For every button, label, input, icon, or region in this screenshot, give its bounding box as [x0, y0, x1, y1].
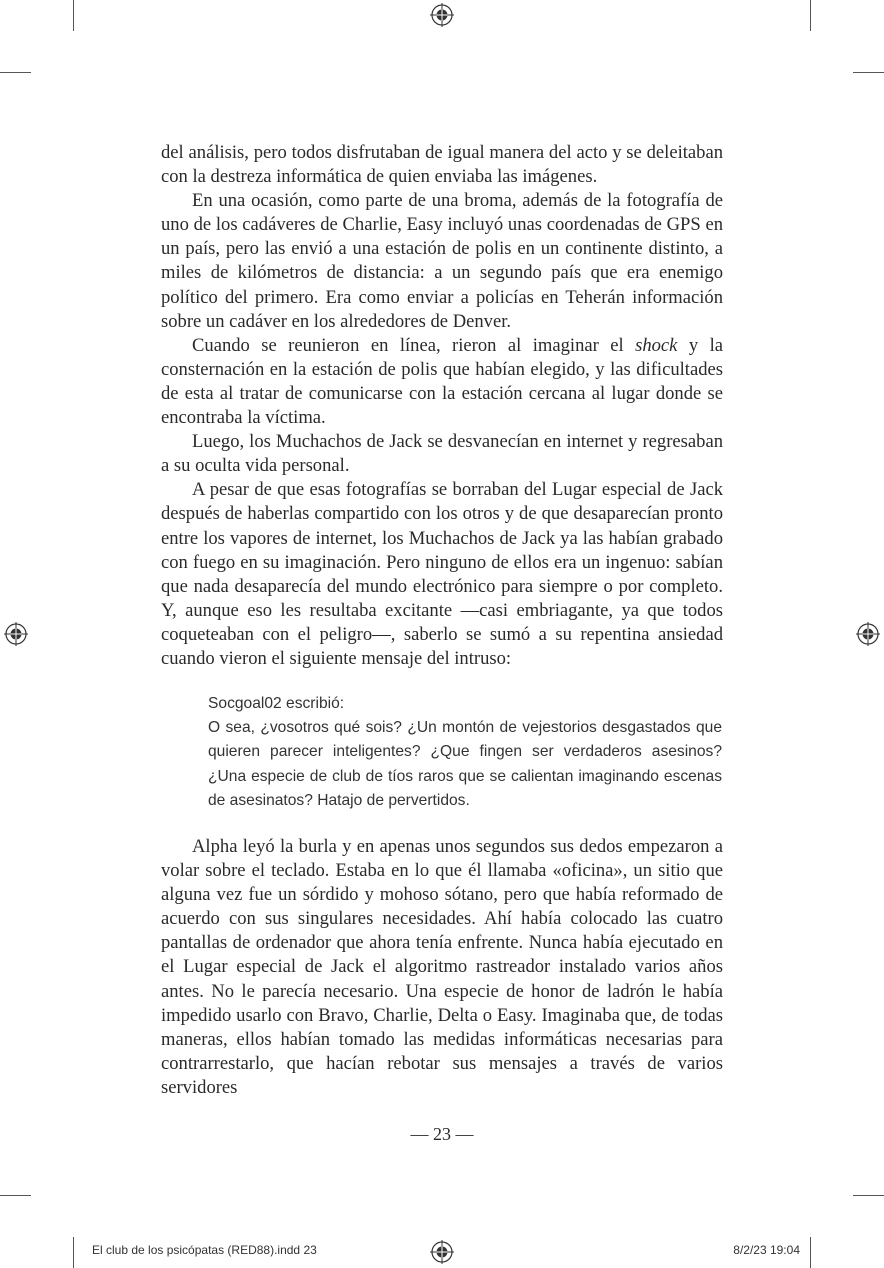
body-text	[161, 141, 723, 671]
paragraph: Cuando se reunieron en línea, rieron al imaginar el shock y la consternación en la estación de polis que habían elegido, y las dificultades de esta al tratar de comunicarse con la estación cercana al lugar donde se encontraba la víctima.	[161, 334, 724, 429]
quote-text: O sea, ¿vosotros qué sois? ¿Un montón de vejestorios desgastados que quieren parecer inteligentes? ¿Que fingen ser verdaderos asesinos? ¿Una especie de club de tíos raros que se calientan imaginando escenas de asesinatos? Hatajo de pervertidos.	[208, 719, 722, 809]
crop-mark-bottom-right-h	[853, 1195, 884, 1196]
acronym-gps: GPS	[666, 214, 701, 236]
quoted-message	[208, 692, 722, 813]
crop-mark-bottom-left-h	[0, 1195, 31, 1196]
registration-mark-right-icon	[856, 622, 880, 646]
emphasis-shock: shock	[635, 334, 678, 356]
crop-mark-bottom-right-v	[810, 1237, 811, 1268]
quote-header: Socgoal02 escribió:	[208, 695, 345, 712]
slug-date-time: 8/2/23 19:04	[733, 1243, 800, 1257]
registration-mark-bottom-icon	[430, 1240, 454, 1264]
registration-mark-left-icon	[4, 622, 28, 646]
paragraph: A pesar de que esas fotografías se borraban del Lugar especial de Jack después de haberlas compartido con los otros y de que desaparecían pronto entre los vapores de internet, los Muchachos de Jack ya las habían grabado con fuego en su imaginación. Pero ninguno de ellos era un ingenuo: sabían que nada desaparecía del mundo electrónico para siempre o por completo. Y, aunque eso les resultaba excitante —casi embriagante, ya que todos coqueteaban con el peligro—, saberlo se sumó a su repentina ansiedad cuando vieron el siguiente mensaje del intruso:	[161, 479, 723, 669]
paragraph: Luego, los Muchachos de Jack se desvanecían en internet y regresaban a su oculta vida personal.	[161, 431, 723, 477]
paragraph: del análisis, pero todos disfrutaban de igual manera del acto y se deleitaban con la destreza informática de quien enviaba las imágenes.	[161, 142, 723, 188]
crop-mark-top-right-h	[853, 72, 884, 73]
crop-mark-top-right-v	[810, 0, 811, 31]
body-text-continued	[161, 835, 723, 1100]
page-number: — 23 —	[410, 1124, 474, 1144]
crop-mark-top-left-h	[0, 72, 31, 73]
paragraph: En una ocasión, como parte de una broma, además de la fotografía de uno de los cadáveres de Charlie, Easy incluyó unas coordenadas de GPS en un país, pero las envió a una estación de polis en un continente distinto, a miles de kilómetros de distancia: a un segundo país que era enemigo político del primero. Era como enviar a policías en Teherán información sobre un cadáver en los alrededores de Denver.	[161, 190, 723, 332]
crop-mark-top-left-v	[73, 0, 74, 31]
crop-mark-bottom-left-v	[73, 1237, 74, 1268]
paragraph: Alpha leyó la burla y en apenas unos segundos sus dedos empezaron a volar sobre el teclado. Estaba en lo que él llamaba «oficina», un sitio que alguna vez fue un sórdido y mohoso sótano, pero que había reformado de acuerdo con sus singulares necesidades. Ahí había colocado las cuatro pantallas de ordenador que ahora tenía enfrente. Nunca había ejecutado en el Lugar especial de Jack el algoritmo rastreador instalado varios años antes. No le parecía necesario. Una especie de honor de ladrón le había impedido usarlo con Bravo, Charlie, Delta o Easy. Imaginaba que, de todas maneras, ellos habían tomado las medidas informáticas necesarias para contrarrestarlo, que hacían rebotar sus mensajes a través de varios servidores	[161, 836, 723, 1098]
registration-mark-top-icon	[430, 3, 454, 27]
slug-file-name: El club de los psicópatas (RED88).indd 23	[92, 1243, 317, 1257]
